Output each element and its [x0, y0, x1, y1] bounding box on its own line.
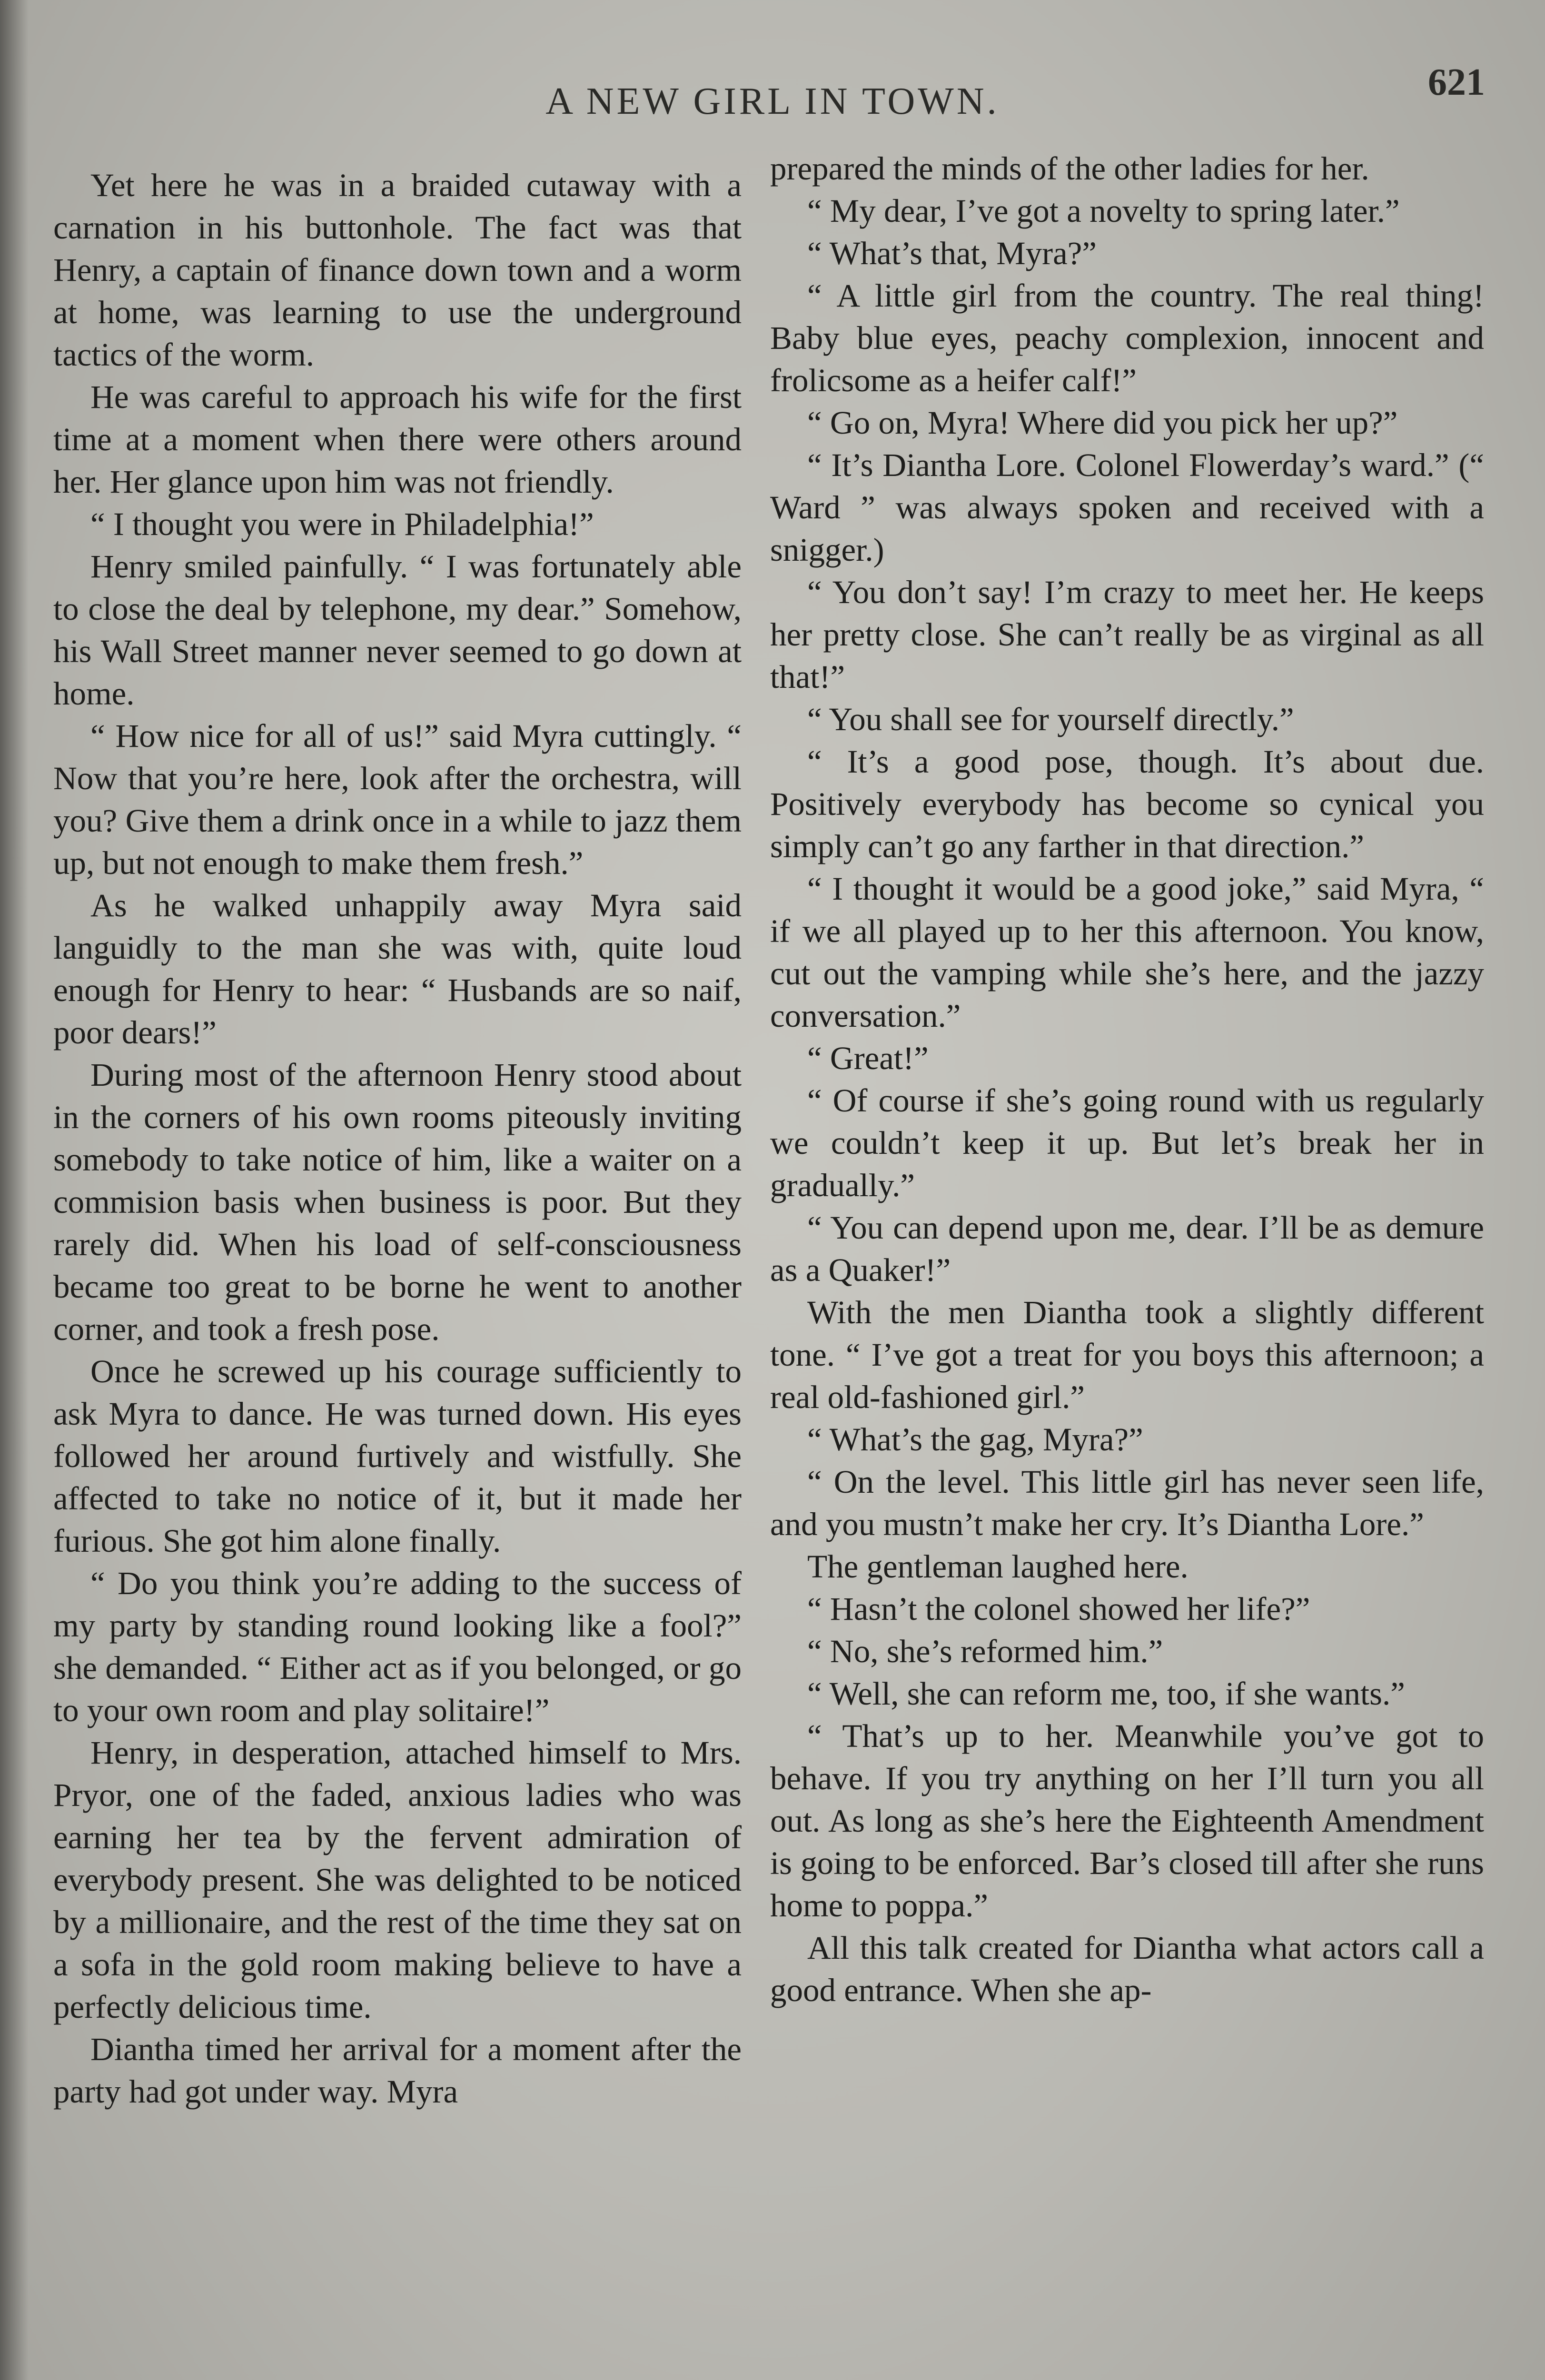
paragraph: He was careful to approach his wife for the first time at a moment when there were others around her. Her glance upon him was not friendly.	[53, 379, 742, 500]
paragraph: “ You shall see for yourself directly.”	[807, 701, 1294, 737]
paragraph: Henry, in desperation, attached himself to Mrs. Pryor, one of the faded, anxious ladies who was earning her tea by the fervent admiration of everybody present. She was delighted to be noticed by a millionaire, and the rest of the time they sat on a sofa in the gold room making believe to have a perfectly delicious time.	[53, 1735, 742, 2025]
paragraph: “ It’s Diantha Lore. Colonel Flowerday’s ward.” (“ Ward ” was always spoken and received with a snigger.)	[770, 447, 1484, 568]
paragraph: “ A little girl from the country. The real thing! Baby blue eyes, peachy complexion, innocent and frolicsome as a heifer calf!”	[770, 278, 1484, 398]
paragraph: Henry smiled painfully. “ I was fortunately able to close the deal by telephone, my dear.” Somehow, his Wall Street manner never seemed to go down at home.	[53, 548, 742, 712]
paragraph: “ How nice for all of us!” said Myra cuttingly. “ Now that you’re here, look after the orchestra, will you? Give them a drink once in a while to jazz them up, but not enough to make them fresh.”	[53, 718, 742, 881]
paragraph: “ It’s a good pose, though. It’s about due. Positively everybody has become so cynical you simply can’t go any farther in that direction.”	[770, 744, 1484, 864]
paragraph: “ I thought it would be a good joke,” said Myra, “ if we all played up to her this afternoon. You know, cut out the vamping while she’s here, and the jazzy conversation.”	[770, 871, 1484, 1034]
paragraph: “ Great!”	[807, 1040, 929, 1076]
paragraph: During most of the afternoon Henry stood about in the corners of his own rooms piteously inviting somebody to take notice of him, like a waiter on a commision basis when business is poor. But they rarely did. When his load of self-consciousness became too great to be borne he went to another corner, and took a fresh pose.	[53, 1057, 742, 1347]
paragraph: “ What’s that, Myra?”	[807, 235, 1097, 271]
paragraph: “ What’s the gag, Myra?”	[807, 1421, 1143, 1458]
text-column-right	[770, 148, 1484, 2012]
paragraph: “ Do you think you’re adding to the success of my party by standing round looking like a fool?” she demanded. “ Either act as if you belonged, or go to your own room and play solitaire!”	[53, 1565, 742, 1728]
paragraph: With the men Diantha took a slightly different tone. “ I’ve got a treat for you boys this afternoon; a real old-fashioned girl.”	[770, 1294, 1484, 1415]
paragraph: Yet here he was in a braided cutaway with a carnation in his buttonhole. The fact was that Henry, a captain of finance down town and a worm at home, was learning to use the underground tactics of the worm.	[53, 167, 742, 373]
paragraph: Diantha timed her arrival for a moment after the party had got under way. Myra	[53, 2031, 742, 2110]
paragraph: “ On the level. This little girl has never seen life, and you mustn’t make her cry. It’s Diantha Lore.”	[770, 1464, 1484, 1542]
paragraph: “ No, she’s reformed him.”	[807, 1633, 1163, 1669]
paragraph: The gentleman laughed here.	[807, 1548, 1188, 1585]
running-head: A NEW GIRL IN TOWN.	[545, 80, 1000, 122]
page-number: 621	[1428, 61, 1485, 103]
paragraph: “ Hasn’t the colonel showed her life?”	[807, 1591, 1310, 1627]
paragraph: “ Of course if she’s going round with us regularly we couldn’t keep it up. But let’s break her in gradually.”	[770, 1082, 1484, 1203]
paragraph: prepared the minds of the other ladies for her.	[770, 150, 1369, 187]
paragraph: “ That’s up to her. Meanwhile you’ve got to behave. If you try anything on her I’ll turn you all out. As long as she’s here the Eighteenth Amendment is going to be enforced. Bar’s closed till after she runs home to poppa.”	[770, 1718, 1484, 1924]
paragraph: “ My dear, I’ve got a novelty to spring later.”	[807, 193, 1400, 229]
text-column-left	[53, 164, 742, 2113]
paragraph: “ I thought you were in Philadelphia!”	[90, 506, 594, 542]
paragraph: All this talk created for Diantha what actors call a good entrance. When she ap-	[770, 1930, 1484, 2008]
paragraph: “ You don’t say! I’m crazy to meet her. He keeps her pretty close. She can’t really be as virginal as all that!”	[770, 574, 1484, 695]
paragraph: “ Go on, Myra! Where did you pick her up?”	[807, 405, 1398, 441]
paragraph: Once he screwed up his courage sufficiently to ask Myra to dance. He was turned down. His eyes followed her around furtively and wistfully. She affected to take no notice of it, but it made her furious. She got him alone finally.	[53, 1353, 742, 1559]
paragraph: As he walked unhappily away Myra said languidly to the man she was with, quite loud enough for Henry to hear: “ Husbands are so naif, poor dears!”	[53, 887, 742, 1051]
paragraph: “ Well, she can reform me, too, if she wants.”	[807, 1676, 1405, 1712]
paragraph: “ You can depend upon me, dear. I’ll be as demure as a Quaker!”	[770, 1210, 1484, 1288]
